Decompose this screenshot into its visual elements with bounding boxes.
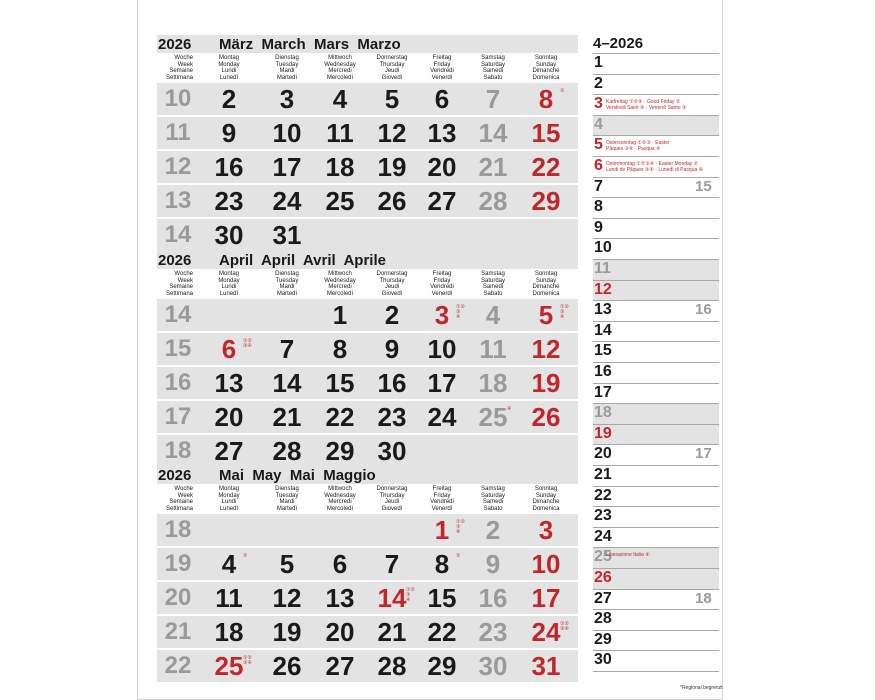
- week-number: 21: [164, 618, 192, 645]
- day-number: 18: [214, 617, 244, 647]
- day-number: 1: [434, 515, 450, 545]
- weekday-header: Donnerstag Thursday Jeudi Giovedì: [376, 271, 408, 297]
- holiday-region-marker: ①② ③④: [243, 655, 252, 666]
- sidebar-weekend-band: [593, 116, 719, 136]
- day-number: 2: [221, 84, 237, 114]
- day-number: 5: [538, 300, 554, 330]
- day-number: 10: [531, 549, 561, 579]
- sidebar-day-number: 19: [594, 424, 612, 442]
- weekday-header: Samstag Saturday Samedi Sabato: [480, 486, 505, 512]
- day-number: 25: [325, 186, 355, 216]
- sidebar-day-number: 25: [594, 548, 612, 566]
- day-number: 23: [214, 186, 244, 216]
- weekday-header: Montag Monday Lundi Lunedì: [218, 271, 240, 297]
- day-number: 14: [478, 118, 508, 148]
- holiday-region-marker: ①② ③④: [243, 338, 252, 349]
- day-number: 15: [325, 368, 355, 398]
- week-number: 10: [164, 85, 192, 112]
- weekday-header: Freitag Friday Vendredi Venerdì: [430, 55, 454, 81]
- holiday-region-marker: ①② ③ ④: [456, 519, 465, 535]
- day-number: 28: [377, 651, 407, 681]
- day-number: 15: [531, 118, 561, 148]
- week-number: 14: [164, 221, 192, 248]
- day-number: 22: [325, 402, 355, 432]
- month-year: 2026: [158, 36, 192, 53]
- sidebar-week-number: 16: [695, 301, 712, 319]
- sidebar-day-number: 12: [594, 280, 612, 298]
- weekday-header: Woche Week Semaine Settimana: [165, 55, 193, 81]
- day-number: 7: [485, 84, 501, 114]
- day-number: 11: [326, 118, 354, 148]
- sidebar-day-number: 16: [594, 363, 612, 380]
- day-number: 29: [531, 186, 561, 216]
- sidebar-rule: [593, 94, 719, 95]
- sidebar-rule: [593, 197, 719, 198]
- holiday-region-marker: ①② ③ ④: [456, 304, 465, 320]
- day-number: 3: [434, 300, 450, 330]
- day-number: 24: [272, 186, 302, 216]
- sidebar-day-number: 5: [594, 136, 603, 154]
- day-number: 14: [272, 368, 302, 398]
- week-number: 17: [164, 403, 192, 430]
- week-number: 13: [164, 187, 192, 214]
- day-number: 30: [377, 436, 407, 466]
- day-number: 18: [478, 368, 508, 398]
- day-number: 7: [279, 334, 295, 364]
- sidebar-rule: [593, 156, 719, 157]
- weekday-header: Freitag Friday Vendredi Venerdì: [430, 271, 454, 297]
- weekday-header: Mittwoch Wednesday Mercredi Mercoledì: [324, 55, 356, 81]
- footnote: *Regional begrenzt: [680, 685, 723, 691]
- sidebar-day-number: 21: [594, 466, 612, 483]
- sidebar-day-number: 6: [594, 157, 603, 174]
- holiday-region-marker: ①② ③④: [560, 621, 569, 632]
- day-number: 30: [214, 220, 244, 250]
- day-number: 9: [221, 118, 237, 148]
- sidebar-holiday-note: Ostersonntag ①②③ · Easter Pâques ③④ · Pasqua ④: [606, 140, 670, 153]
- day-number: 13: [427, 118, 457, 148]
- day-number: 20: [427, 152, 457, 182]
- sidebar-day-number: 15: [594, 342, 612, 360]
- weekday-header: Woche Week Semaine Settimana: [165, 486, 193, 512]
- sidebar-day-number: 14: [594, 321, 612, 339]
- day-number: 14: [377, 583, 407, 613]
- week-number: 19: [164, 550, 192, 577]
- sidebar-week-number: 15: [695, 177, 712, 195]
- sidebar-day-number: 26: [594, 569, 612, 586]
- sidebar-rule: [593, 671, 719, 672]
- day-number: 10: [427, 334, 457, 364]
- day-number: 25: [478, 402, 508, 432]
- day-number: 25: [214, 651, 244, 681]
- sidebar-holiday-note: Ostermontag ①②③④ · Easter Monday ② Lundi de Pâques ③④ · Lunedì di Pasqua ④: [606, 161, 704, 173]
- day-number: 31: [272, 220, 302, 250]
- day-number: 18: [325, 152, 355, 182]
- day-number: 28: [478, 186, 508, 216]
- day-number: 10: [272, 118, 302, 148]
- day-number: 19: [377, 152, 407, 182]
- day-number: 3: [538, 515, 554, 545]
- day-number: 12: [531, 334, 561, 364]
- weekday-header: Sonntag Sunday Dimanche Domenica: [532, 55, 560, 81]
- sidebar-day-number: 9: [594, 218, 603, 236]
- day-number: 2: [384, 300, 400, 330]
- day-number: 6: [221, 334, 237, 364]
- sidebar-day-number: 1: [594, 54, 603, 71]
- day-number: 16: [377, 368, 407, 398]
- sidebar-holiday-note: Liberazione Italia ④: [606, 552, 650, 559]
- day-number: 13: [325, 583, 355, 613]
- day-number: 9: [384, 334, 400, 364]
- day-number: 15: [427, 583, 457, 613]
- weekday-header: Dienstag Tuesday Mardi Martedì: [275, 486, 299, 512]
- week-number: 12: [164, 153, 192, 180]
- sidebar-day-number: 17: [594, 383, 612, 401]
- day-number: 31: [531, 651, 561, 681]
- weekday-header: Samstag Saturday Samedi Sabato: [480, 55, 505, 81]
- day-number: 22: [531, 152, 561, 182]
- sidebar-day-number: 11: [594, 260, 611, 277]
- day-number: 7: [384, 549, 400, 579]
- sidebar-week-number: 18: [695, 589, 712, 607]
- day-number: 19: [272, 617, 302, 647]
- day-number: 20: [325, 617, 355, 647]
- sidebar-rule: [593, 53, 719, 54]
- day-number: 1: [332, 300, 348, 330]
- day-number: 21: [272, 402, 302, 432]
- week-number: 18: [164, 516, 192, 543]
- day-number: 9: [485, 549, 501, 579]
- sidebar-day-number: 13: [594, 301, 612, 319]
- day-number: 26: [272, 651, 302, 681]
- week-number: 14: [164, 301, 192, 328]
- week-number: 20: [164, 584, 192, 611]
- day-number: 24: [531, 617, 561, 647]
- day-number: 16: [478, 583, 508, 613]
- sidebar-weekend-band: [593, 260, 719, 280]
- month-year: 2026: [158, 252, 192, 269]
- day-number: 17: [427, 368, 457, 398]
- day-number: 21: [478, 152, 508, 182]
- day-number: 2: [485, 515, 501, 545]
- day-number: 5: [384, 84, 400, 114]
- day-number: 6: [332, 549, 348, 579]
- day-number: 8: [332, 334, 348, 364]
- weekday-header: Mittwoch Wednesday Mercredi Mercoledì: [324, 486, 356, 512]
- month-title: April April Avril Aprile: [219, 252, 386, 269]
- holiday-region-marker: ②: [456, 553, 461, 559]
- weekday-header: Montag Monday Lundi Lunedì: [218, 55, 240, 81]
- day-number: 17: [531, 583, 561, 613]
- weekday-header: Woche Week Semaine Settimana: [165, 271, 193, 297]
- day-number: 26: [531, 402, 561, 432]
- day-number: 30: [478, 651, 508, 681]
- month-title: März March Mars Marzo: [219, 36, 401, 53]
- weekday-header: Mittwoch Wednesday Mercredi Mercoledì: [324, 271, 356, 297]
- holiday-region-marker: ①: [560, 88, 565, 94]
- sidebar-week-number: 17: [695, 445, 712, 463]
- day-number: 27: [214, 436, 244, 466]
- day-number: 13: [214, 368, 244, 398]
- weekday-header: Donnerstag Thursday Jeudi Giovedì: [376, 55, 408, 81]
- sidebar-rule: [593, 218, 719, 219]
- sidebar-rule: [593, 135, 719, 136]
- day-number: 8: [434, 549, 450, 579]
- weekday-header: Samstag Saturday Samedi Sabato: [480, 271, 505, 297]
- day-number: 12: [272, 583, 302, 613]
- sidebar-day-number: 20: [594, 445, 612, 463]
- day-number: 6: [434, 84, 450, 114]
- day-number: 27: [325, 651, 355, 681]
- sidebar-day-number: 30: [594, 651, 612, 669]
- weekday-header: Montag Monday Lundi Lunedì: [218, 486, 240, 512]
- day-number: 24: [427, 402, 457, 432]
- sidebar-day-number: 3: [594, 95, 603, 113]
- day-number: 21: [377, 617, 407, 647]
- day-number: 12: [377, 118, 407, 148]
- sidebar-day-number: 29: [594, 630, 612, 648]
- sidebar-rule: [593, 74, 719, 75]
- day-number: 11: [215, 583, 243, 613]
- day-number: 29: [427, 651, 457, 681]
- week-number: 15: [164, 335, 192, 362]
- weekday-header: Dienstag Tuesday Mardi Martedì: [275, 271, 299, 297]
- sidebar-title: 4–2026: [593, 35, 644, 52]
- day-number: 28: [272, 436, 302, 466]
- day-number: 29: [325, 436, 355, 466]
- month-title: Mai May Mai Maggio: [219, 467, 376, 484]
- sidebar-day-number: 4: [594, 115, 603, 133]
- weekday-header: Donnerstag Thursday Jeudi Giovedì: [376, 486, 408, 512]
- day-number: 22: [427, 617, 457, 647]
- holiday-region-marker: ②: [243, 553, 248, 559]
- holiday-region-marker: ①② ③ ④: [560, 304, 569, 320]
- day-number: 26: [377, 186, 407, 216]
- holiday-region-marker: ①② ③ ④: [406, 587, 415, 603]
- day-number: 23: [377, 402, 407, 432]
- weekday-header: Sonntag Sunday Dimanche Domenica: [532, 271, 560, 297]
- sidebar-day-number: 2: [594, 74, 603, 92]
- weekday-header: Sonntag Sunday Dimanche Domenica: [532, 486, 560, 512]
- month-year: 2026: [158, 467, 192, 484]
- sidebar-day-number: 27: [594, 589, 612, 607]
- day-number: 19: [531, 368, 561, 398]
- week-number: 11: [165, 119, 191, 146]
- sidebar-day-number: 18: [594, 404, 612, 422]
- day-number: 4: [332, 84, 348, 114]
- day-number: 11: [479, 334, 507, 364]
- day-number: 23: [478, 617, 508, 647]
- week-number: 18: [164, 437, 192, 464]
- sidebar-day-number: 7: [594, 177, 603, 195]
- day-number: 3: [279, 84, 295, 114]
- weekday-header: Dienstag Tuesday Mardi Martedì: [275, 55, 299, 81]
- sidebar-day-number: 23: [594, 507, 612, 525]
- sidebar-day-number: 24: [594, 527, 612, 545]
- day-number: 4: [221, 549, 237, 579]
- sidebar-holiday-note: Karfreitag ①②④ · Good Friday ② Vendredi Saint ③ · Venerdì Santo ③: [606, 99, 687, 112]
- week-number: 22: [164, 652, 192, 679]
- weekday-header: Freitag Friday Vendredi Venerdì: [430, 486, 454, 512]
- sidebar-day-number: 22: [594, 486, 612, 504]
- day-number: 17: [272, 152, 302, 182]
- week-number: 16: [164, 369, 192, 396]
- sidebar-day-number: 28: [594, 610, 612, 628]
- day-number: 4: [485, 300, 501, 330]
- sidebar-day-number: 10: [594, 239, 612, 257]
- sidebar-day-number: 8: [594, 198, 603, 216]
- day-number: 20: [214, 402, 244, 432]
- day-number: 8: [538, 84, 554, 114]
- holiday-region-marker: ④: [507, 406, 512, 412]
- day-number: 27: [427, 186, 457, 216]
- day-number: 5: [279, 549, 295, 579]
- day-number: 16: [214, 152, 244, 182]
